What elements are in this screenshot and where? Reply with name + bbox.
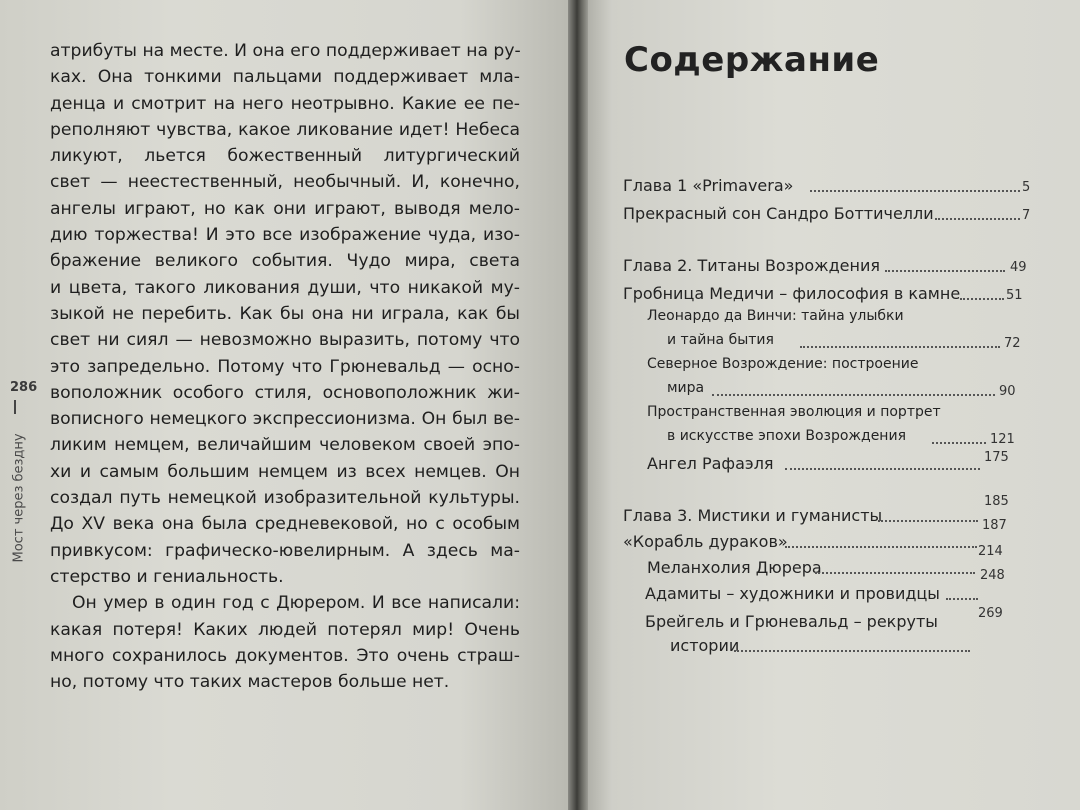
toc-leader	[815, 572, 975, 574]
toc-entry-text: мира	[667, 380, 705, 396]
text-line: много сохранилось документов. Это очень страш-	[50, 645, 520, 666]
text-line: Он умер в один год с Дюрером. И все написали:	[72, 593, 520, 614]
toc-entry-page: 5	[1022, 180, 1031, 195]
text-line: создал путь немецкой изобразительной культуры.	[50, 488, 520, 509]
toc-entry-text: Глава 2. Титаны Возрождения	[623, 256, 880, 275]
text-line: денца и смотрит на него неотрывно. Какие ее пе-	[50, 93, 520, 114]
text-line: вописного немецкого экспрессионизма. Он был ве-	[50, 409, 520, 430]
text-line: До XV века она была средневековой, но с особым	[50, 514, 520, 535]
toc-leader	[935, 218, 1020, 220]
toc-leader	[960, 298, 1004, 300]
toc-entry-text: Глава 3. Мистики и гуманисты	[623, 506, 883, 525]
toc-title: Содержание	[624, 40, 880, 80]
toc-entry-page: 49	[1010, 260, 1027, 275]
running-title: Мост через бездну	[11, 433, 27, 563]
toc-entry-text: «Корабль дураков»	[623, 532, 788, 551]
toc-entry-text: Северное Возрождение: построение	[647, 356, 919, 372]
text-line: это запредельно. Потому что Грюневальд — осно-	[50, 356, 520, 377]
toc-entry-text: Глава 1 «Primavera»	[623, 176, 794, 195]
toc-entry-page: 7	[1022, 208, 1031, 223]
text-line: атрибуты на месте. И она его поддерживает на ру-	[50, 41, 521, 61]
toc-entry-page: 214	[978, 544, 1003, 559]
toc-leader	[734, 650, 970, 652]
toc-leader	[785, 546, 977, 548]
toc-entry-text: в искусстве эпохи Возрождения	[667, 428, 906, 444]
toc-entry-text: и тайна бытия	[667, 332, 774, 348]
toc-entry-page: 51	[1006, 288, 1023, 303]
text-line: бражение великого события. Чудо мира, света	[50, 251, 520, 272]
toc-leader	[946, 598, 978, 600]
toc-entry-page: 185	[984, 494, 1009, 509]
text-line: ках. Она тонкими пальцами поддерживает мла-	[50, 67, 520, 88]
toc-entry-page: 175	[984, 450, 1009, 465]
toc-entry-text: Прекрасный сон Сандро Боттичелли	[623, 204, 934, 223]
text-line: дию торжества! И это все изображение чуда, изо-	[50, 225, 520, 246]
text-line: какая потеря! Каких людей потерял мир! Очень	[50, 619, 520, 640]
toc-entry-page: 72	[1004, 336, 1021, 351]
toc-entry-page: 248	[980, 568, 1005, 583]
text-line: ангелы играют, но как они играют, выводя мело-	[50, 198, 520, 219]
text-line: свет — неестественный, необычный. И, конечно,	[50, 172, 520, 193]
text-line: стерство и гениальность.	[50, 566, 284, 587]
text-line: и цвета, такого ликования души, что никакой му-	[50, 277, 520, 298]
toc-leader	[932, 442, 986, 444]
toc-entry-page: 121	[990, 432, 1015, 447]
text-line: хи и самым большим немцем из всех немцев. Он	[50, 461, 520, 482]
toc-entry-text: Адамиты – художники и провидцы	[645, 584, 940, 603]
toc-entry-page: 187	[982, 518, 1007, 533]
toc-entry-text: Гробница Медичи – философия в камне	[623, 284, 961, 303]
toc-leader	[878, 520, 978, 522]
toc-entry-text: Леонардо да Винчи: тайна улыбки	[647, 308, 904, 324]
toc-entry-text: Брейгель и Грюневальд – рекруты	[645, 612, 938, 631]
toc-leader	[800, 346, 1000, 348]
toc-entry-text: Меланхолия Дюрера	[647, 558, 822, 577]
body-text	[50, 38, 520, 695]
text-line: реполняют чувства, какое ликование идет! Небеса	[50, 119, 520, 140]
toc-entry-page: 269	[978, 606, 1003, 621]
text-line: привкусом: графическо-ювелирным. А здесь ма-	[50, 540, 520, 561]
toc-entry-text: Пространственная эволюция и портрет	[647, 404, 941, 420]
text-line: ликуют, льется божественный литургический	[50, 146, 520, 167]
toc-leader	[785, 468, 980, 470]
toc-leader	[712, 394, 995, 396]
text-line: воположник особого стиля, основоположник жи-	[50, 382, 520, 403]
book-gutter	[568, 0, 588, 810]
toc-entry-text: истории	[670, 636, 740, 655]
text-line: зыкой не перебить. Как бы она ни играла, как бы	[50, 303, 520, 324]
toc-leader	[885, 270, 1005, 272]
toc-leader	[810, 190, 1020, 192]
text-line: но, потому что таких мастеров больше нет.	[50, 672, 450, 693]
text-line: ликим немцем, величайшим человеком своей эпо-	[50, 435, 520, 456]
page-number: 286	[10, 380, 38, 395]
text-line: свет ни сиял — невозможно выразить, потому что	[50, 330, 520, 351]
toc-entry-page: 90	[999, 384, 1016, 399]
toc-entry-text: Ангел Рафаэля	[647, 454, 774, 473]
